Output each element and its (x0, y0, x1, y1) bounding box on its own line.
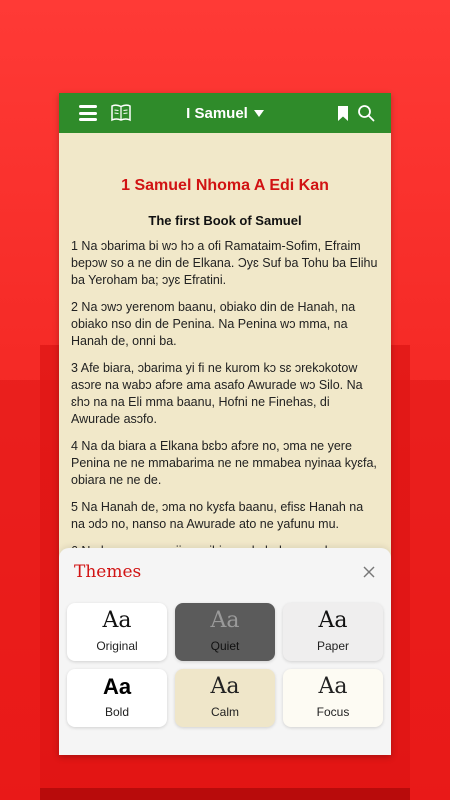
background-right-shape (390, 380, 450, 800)
theme-preview-text: Aa (102, 674, 132, 699)
theme-paper[interactable] (283, 603, 383, 661)
verse-1: 1 Na ɔbarima bi wɔ hɔ a ofi Ramataim-Sofim, Efraim bepɔw so a ne din de Elkana. Ɔyɛ Suf ba Tohu ba Elihu ba Yeroham ba; ɔyɛ Efratini. (71, 239, 378, 287)
close-icon[interactable] (363, 566, 375, 578)
top-bar (59, 93, 391, 133)
theme-calm[interactable] (175, 669, 275, 727)
verse-2: 2 Na ɔwɔ yerenom baanu, obiako din de Hanah, na obiako nso din de Penina. Na Penina wɔ mma, na Hanah de, onni ba. (71, 300, 356, 348)
book-subtitle: The first Book of Samuel (148, 213, 302, 228)
theme-label: Calm (210, 705, 239, 719)
verse-5: 5 Na Hanah de, ɔma no kyɛfa baanu, efisɛ Hanah na na ɔdɔ no, nanso na Awurade ato ne yafunu mu. (71, 500, 364, 531)
theme-preview-text: Aa (210, 674, 240, 699)
theme-quiet[interactable] (175, 603, 275, 661)
verse-4: 4 Na da biara a Elkana bɛbɔ afɔre no, ɔma ne yere Penina ne ne mmabarima ne ne mmabea nyinaa kyɛfa, obiara ne ne de. (71, 439, 377, 487)
verse-3: 3 Afe biara, ɔbarima yi fi ne kurom kɔ sɛ ɔrekɔkotow asɔre na wabɔ afɔre ama asafo Awurade wɔ Silo. Na ɛhɔ na na Eli mma baanu, Hofni ne Finehas, di Awurade asɔfo. (71, 361, 363, 426)
theme-preview-text: Aa (102, 608, 132, 633)
caret-down-icon (254, 110, 264, 117)
theme-bold[interactable] (67, 669, 167, 727)
theme-label: Bold (104, 705, 130, 719)
theme-label: Quiet (210, 639, 240, 653)
search-icon[interactable] (357, 104, 375, 122)
themes-title: Themes (74, 562, 142, 582)
theme-label: Focus (316, 705, 350, 719)
theme-original[interactable] (67, 603, 167, 661)
theme-preview-text: Aa (210, 608, 240, 633)
book-title: I Samuel (186, 104, 248, 122)
chapter-heading: 1 Samuel Nhoma A Edi Kan (121, 177, 329, 194)
theme-label: Paper (316, 639, 350, 653)
theme-preview-text: Aa (318, 674, 348, 699)
themes-sheet (59, 548, 391, 755)
theme-focus[interactable] (283, 669, 383, 727)
reader-screen (59, 93, 391, 755)
bookmark-icon[interactable] (337, 105, 349, 122)
chapter-content (59, 177, 391, 560)
theme-label: Original (96, 639, 138, 653)
background-left-shape (0, 380, 60, 800)
background-bottom-strip (40, 788, 410, 800)
theme-preview-text: Aa (318, 608, 348, 633)
